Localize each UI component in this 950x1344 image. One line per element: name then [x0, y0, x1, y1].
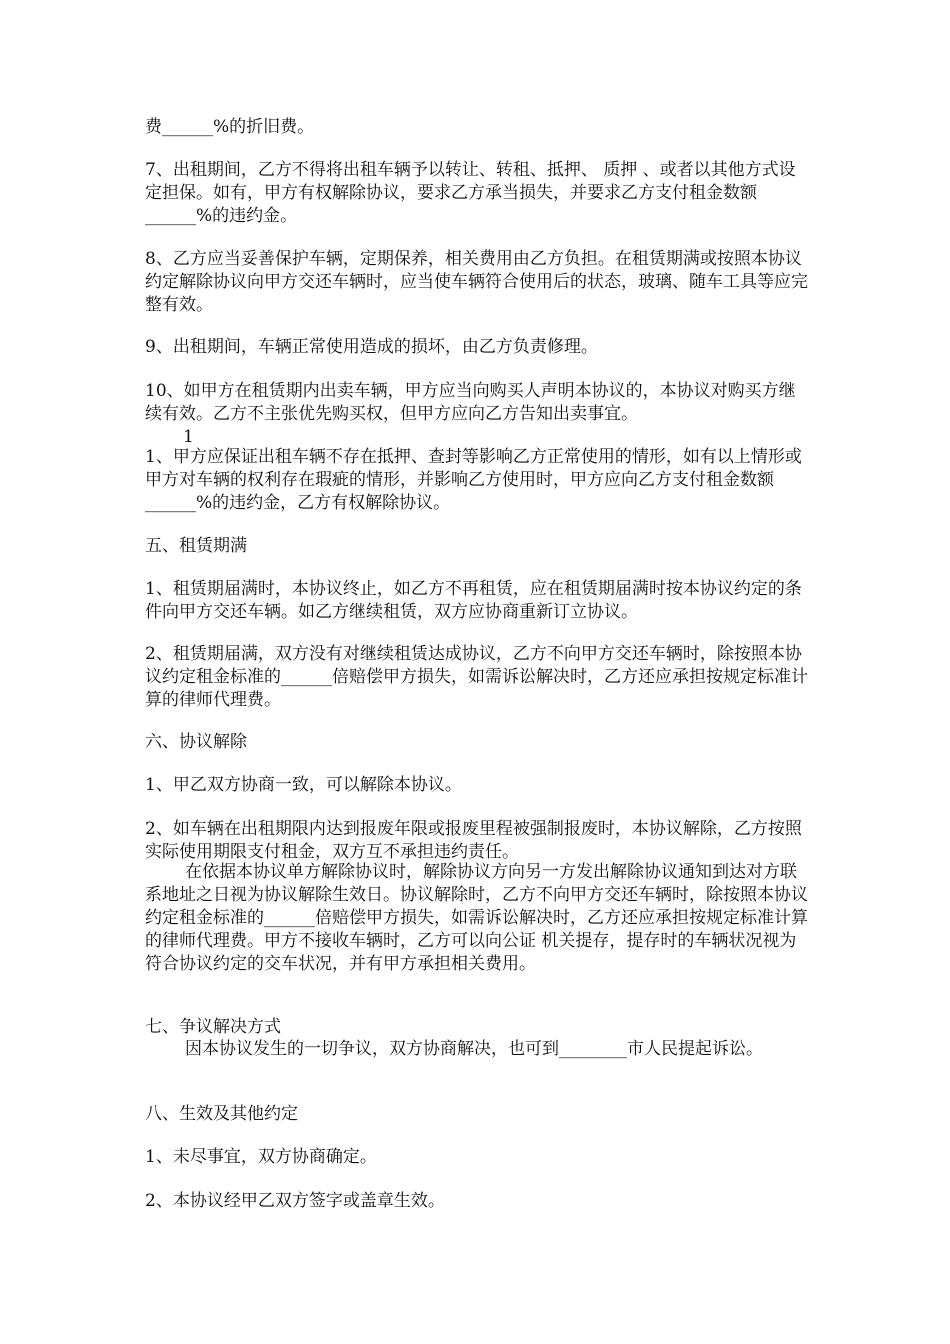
page-number: 1	[183, 427, 194, 447]
termination-clause-2: 2、如车辆在出租期限内达到报废年限或报废里程被强制报废时，本协议解除，乙方按照实际使用期限支付租金，双方互不承担违约责任。	[145, 819, 802, 862]
section-heading-dispute: 七、争议解决方式	[145, 1017, 281, 1037]
section-heading-effectiveness: 八、生效及其他约定	[145, 1104, 298, 1124]
section-heading-lease-expiry: 五、租赁期满	[145, 536, 247, 556]
dispute-clause: 因本协议发生的一切争议，双方协商解决，也可到________市人民提起诉讼。	[185, 1039, 763, 1059]
effectiveness-clause-2: 2、本协议经甲乙双方签字或盖章生效。	[145, 1191, 445, 1211]
clause-10: 10、如甲方在租赁期内出卖车辆，甲方应当向购买人声明本协议的，本协议对购买方继续有效。乙方不主张优先购买权，但甲方应向乙方告知出卖事宜。	[145, 381, 796, 424]
lessor-guarantee-clause: 1、甲方应保证出租车辆不存在抵押、查封等影响乙方正常使用的情形，如有以上情形或甲方对车辆的权利存在瑕疵的情形，并影响乙方使用时，甲方应向乙方支付租金数额______%的违约金，乙方有权解除协议。	[145, 447, 802, 513]
clause-7: 7、出租期间，乙方不得将出租车辆予以转让、转租、抵押、 质押 、或者以其他方式设定担保。如有，甲方有权解除协议，要求乙方承当损失，并要求乙方支付租金数额______%的违约金。	[145, 160, 796, 226]
section-heading-termination: 六、协议解除	[145, 732, 247, 752]
clause-9: 9、出租期间，车辆正常使用造成的损坏，由乙方负责修理。	[145, 337, 598, 357]
paragraph-depreciation: 费______%的折旧费。	[145, 117, 315, 137]
clause-8: 8、乙方应当妥善保护车辆，定期保养，相关费用由乙方负担。在租赁期满或按照本协议约定解除协议向甲方交还车辆时，应当使车辆符合使用后的状态，玻璃、随车工具等应完整有效。	[145, 249, 808, 315]
effectiveness-clause-1: 1、未尽事宜，双方协商确定。	[145, 1147, 377, 1167]
expiry-clause-2: 2、租赁期届满，双方没有对继续租赁达成协议，乙方不向甲方交还车辆时，除按照本协议约定租金标准的______倍赔偿甲方损失，如需诉讼解决时，乙方还应承担按规定标准计算的律师代理费。	[145, 644, 808, 710]
unilateral-termination-paragraph: 在依据本协议单方解除协议时，解除协议方向另一方发出解除协议通知到达对方联系地址之日视为协议解除生效日。协议解除时，乙方不向甲方交还车辆时，除按照本协议约定租金标准的______倍赔偿甲方损失，如需诉讼解决时，乙方还应承担按规定标准计算的律师代理费。甲方不接收车辆时，乙方可以向公证 机关提存，提存时的车辆状况视为符合协议约定的交车状况，并有甲方承担相关费用。	[145, 862, 808, 974]
expiry-clause-1: 1、租赁期届满时，本协议终止，如乙方不再租赁，应在租赁期届满时按本协议约定的条件向甲方交还车辆。如乙方继续租赁，双方应协商重新订立协议。	[145, 579, 802, 622]
termination-clause-1: 1、甲乙双方协商一致，可以解除本协议。	[145, 775, 462, 795]
